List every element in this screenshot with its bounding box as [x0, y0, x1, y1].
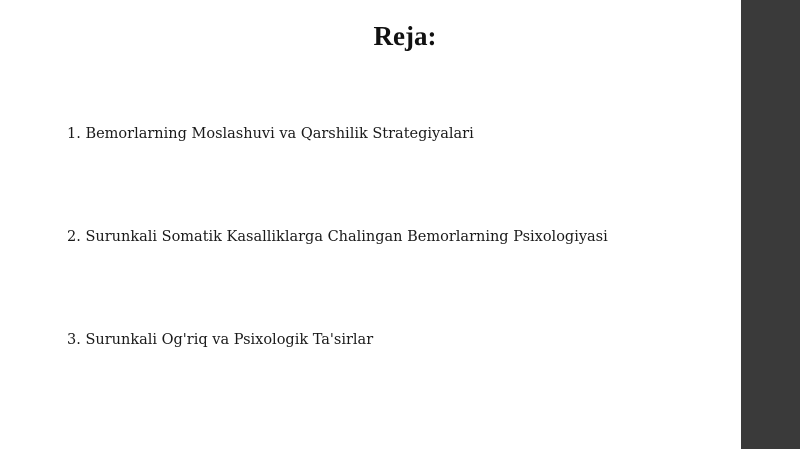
plan-item-3: 3. Surunkali Og'riq va Psixologik Ta'sirlar	[67, 332, 374, 348]
side-panel	[741, 0, 800, 449]
slide-title: Reja:	[373, 21, 437, 51]
plan-item-2: 2. Surunkali Somatik Kasalliklarga Chalingan Bemorlarning Psixologiyasi	[67, 229, 608, 245]
plan-item-1: 1. Bemorlarning Moslashuvi va Qarshilik Strategiyalari	[67, 126, 474, 142]
